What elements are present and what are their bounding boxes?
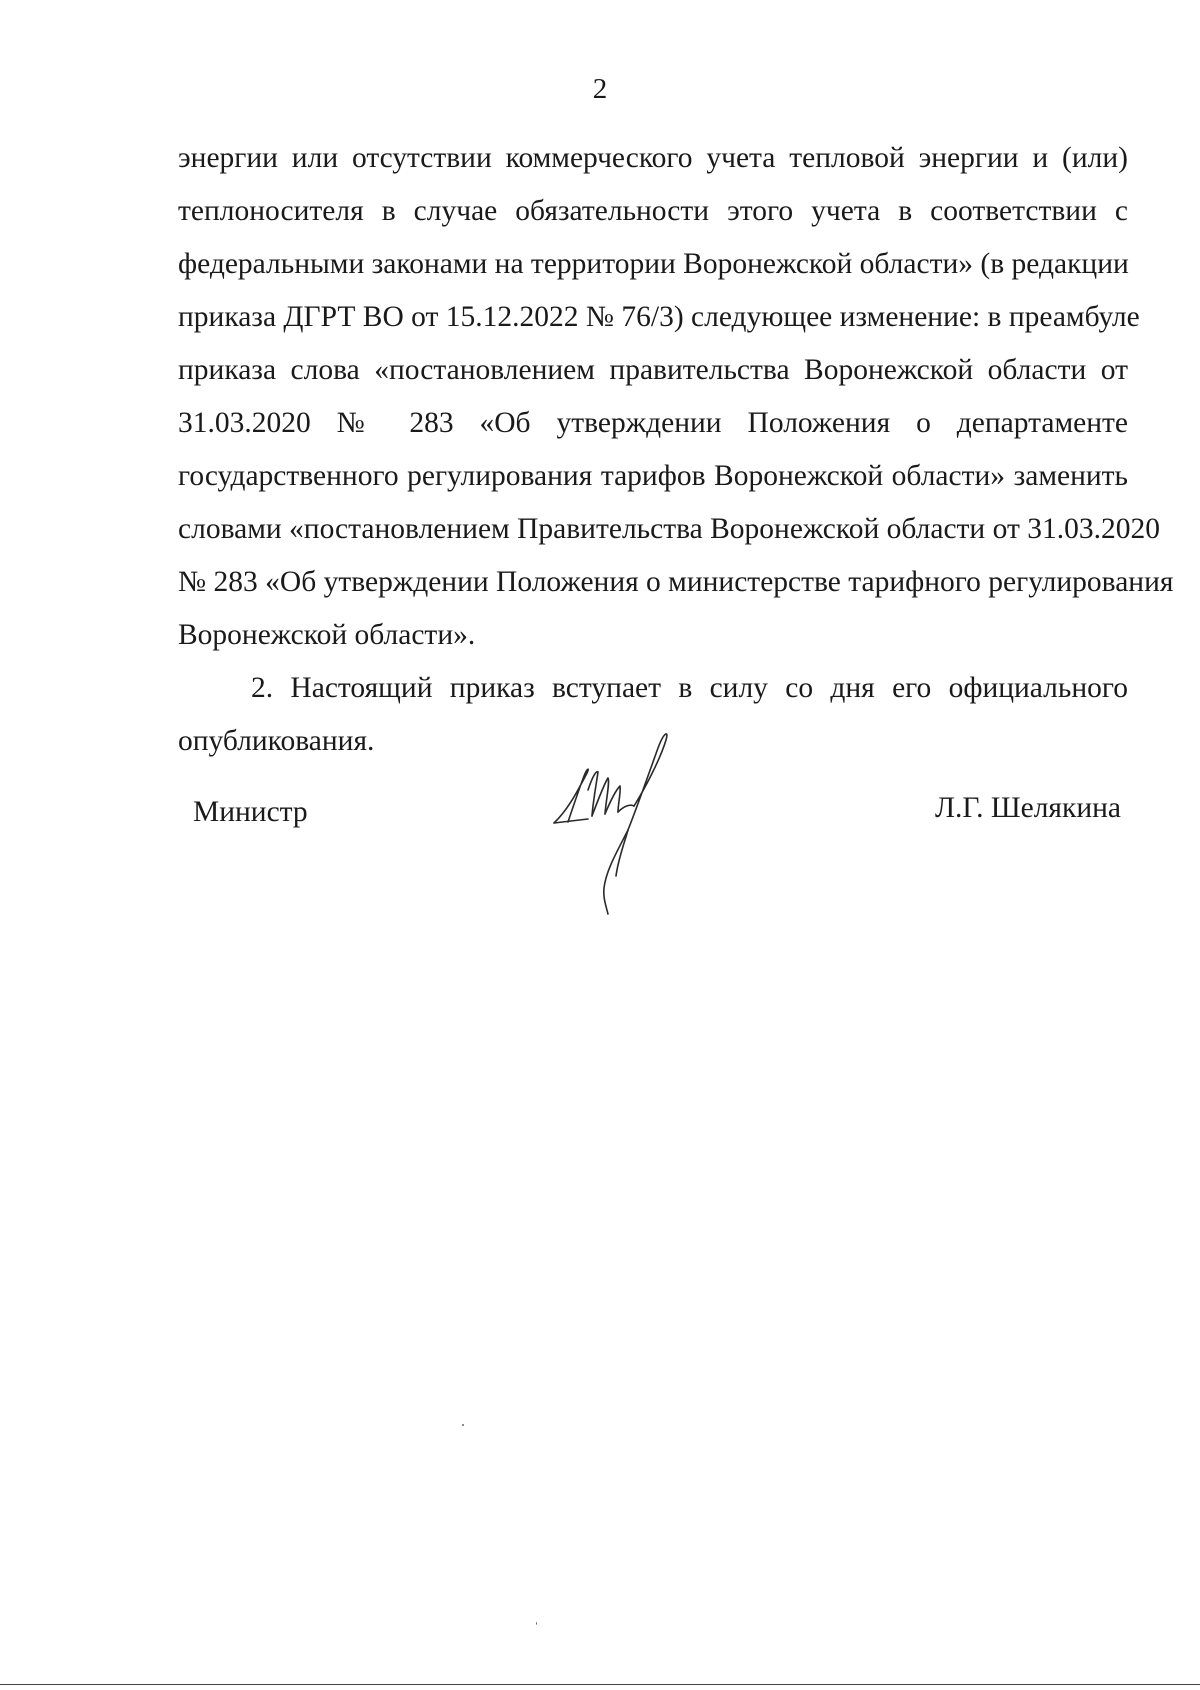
paragraph-1 xyxy=(178,132,1174,662)
text-line: государственного регулирования тарифов Воронежской области» заменить xyxy=(178,460,1128,492)
text-line: теплоносителя в случае обязательности этого учета в соответствии с xyxy=(178,195,1128,227)
scan-speck xyxy=(536,1622,537,1625)
document-body xyxy=(178,132,1174,768)
page-number: 2 xyxy=(592,73,608,105)
text-line: 2. Настоящий приказ вступает в силу со дня его официального xyxy=(251,672,1128,704)
signature-block xyxy=(0,780,1200,940)
text-line: приказа слова «постановлением правительства Воронежской области от xyxy=(178,354,1128,386)
text-line: энергии или отсутствии коммерческого учета тепловой энергии и (или) xyxy=(178,142,1128,174)
text-line: федеральными законами на территории Воронежской области» (в редакции xyxy=(178,248,1129,280)
text-line: Воронежской области». xyxy=(178,619,476,651)
scan-edge-line xyxy=(0,1684,1200,1685)
handwritten-signature xyxy=(548,720,718,920)
text-line: 31.03.2020 № 283 «Об утверждении Положения о департаменте xyxy=(178,407,1128,439)
scan-speck xyxy=(462,1424,464,1426)
signer-position: Министр xyxy=(193,796,308,828)
text-line: приказа ДГРТ ВО от 15.12.2022 № 76/3) следующее изменение: в преамбуле xyxy=(178,301,1140,333)
text-line: опубликования. xyxy=(178,725,375,757)
signer-name: Л.Г. Шелякина xyxy=(935,792,1122,824)
text-line: словами «постановлением Правительства Воронежской области от 31.03.2020 xyxy=(178,513,1160,545)
text-line: № 283 «Об утверждении Положения о министерстве тарифного регулирования xyxy=(178,566,1174,598)
